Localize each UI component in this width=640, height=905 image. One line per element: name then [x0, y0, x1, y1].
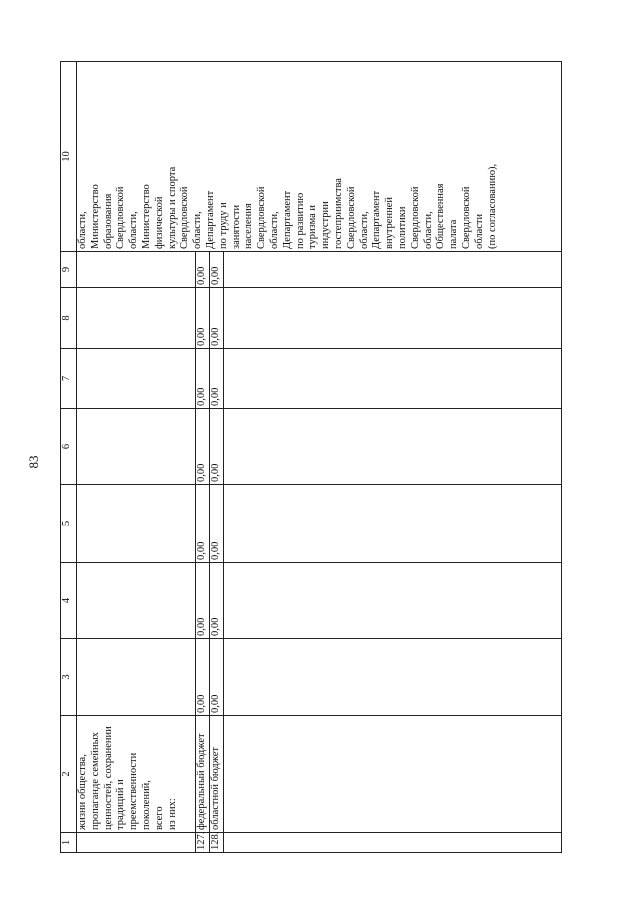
row-value: 0,00	[209, 252, 223, 288]
cell-empty	[223, 563, 561, 639]
row-number: 128.	[209, 833, 223, 853]
cell-empty	[223, 716, 561, 833]
row-value: 0,00	[196, 288, 210, 349]
page-number: 83	[26, 455, 41, 469]
row-name: областной бюджет	[209, 716, 223, 833]
budget-table-sheet	[60, 62, 566, 853]
header-cell-3: 3	[61, 639, 77, 716]
header-cell-10: 10	[61, 62, 77, 252]
cell-empty	[223, 349, 561, 409]
row-value: 0,00	[209, 639, 223, 716]
cell-executors: области, Министерство образования Свердловской области, Министерство физической культуры и спорта Свердловской области, Департамент по труду и занятости населения Свердловской области, Департамент по развитию туризма и индустрии гостеприимства Свердловской области, Департамент внутренней политики Свердловской области, Общественная палата Свердловской области (по согласованию),	[77, 62, 562, 252]
cell-empty	[223, 409, 561, 485]
cell-empty	[77, 288, 196, 349]
header-cell-7: 7	[61, 349, 77, 409]
row-number: 127.	[196, 833, 210, 853]
budget-table	[60, 61, 562, 853]
row-value: 0,00	[209, 349, 223, 409]
header-row	[61, 62, 77, 853]
row-value: 0,00	[196, 409, 210, 485]
cell-empty	[77, 639, 196, 716]
cell-empty	[77, 833, 196, 853]
header-cell-8: 8	[61, 288, 77, 349]
cell-empty	[223, 252, 561, 288]
row-value: 0,00	[209, 485, 223, 563]
cell-empty	[223, 639, 561, 716]
row-name: федеральный бюджет	[196, 716, 210, 833]
rotated-table-wrapper	[60, 62, 566, 853]
cell-empty	[77, 409, 196, 485]
header-cell-4: 4	[61, 563, 77, 639]
row-value: 0,00	[196, 252, 210, 288]
cell-empty	[77, 563, 196, 639]
cell-empty	[223, 485, 561, 563]
header-cell-6: 6	[61, 409, 77, 485]
row-value: 0,00	[196, 639, 210, 716]
row-value: 0,00	[209, 563, 223, 639]
row-value: 0,00	[196, 485, 210, 563]
cell-empty	[77, 485, 196, 563]
row-value: 0,00	[196, 349, 210, 409]
cell-empty	[223, 833, 561, 853]
row-value: 0,00	[209, 288, 223, 349]
header-cell-5: 5	[61, 485, 77, 563]
cell-empty	[77, 252, 196, 288]
row-value: 0,00	[196, 563, 210, 639]
cell-description: жизни общества, пропаганде семейных ценностей, сохранении традиций и преемственности поколений, всего из них:	[77, 716, 196, 833]
header-cell-9: 9	[61, 252, 77, 288]
table-row-main	[77, 62, 196, 853]
header-cell-2: 2	[61, 716, 77, 833]
row-value: 0,00	[209, 409, 223, 485]
cell-empty	[77, 349, 196, 409]
cell-empty	[223, 288, 561, 349]
header-cell-1: 1	[61, 833, 77, 853]
